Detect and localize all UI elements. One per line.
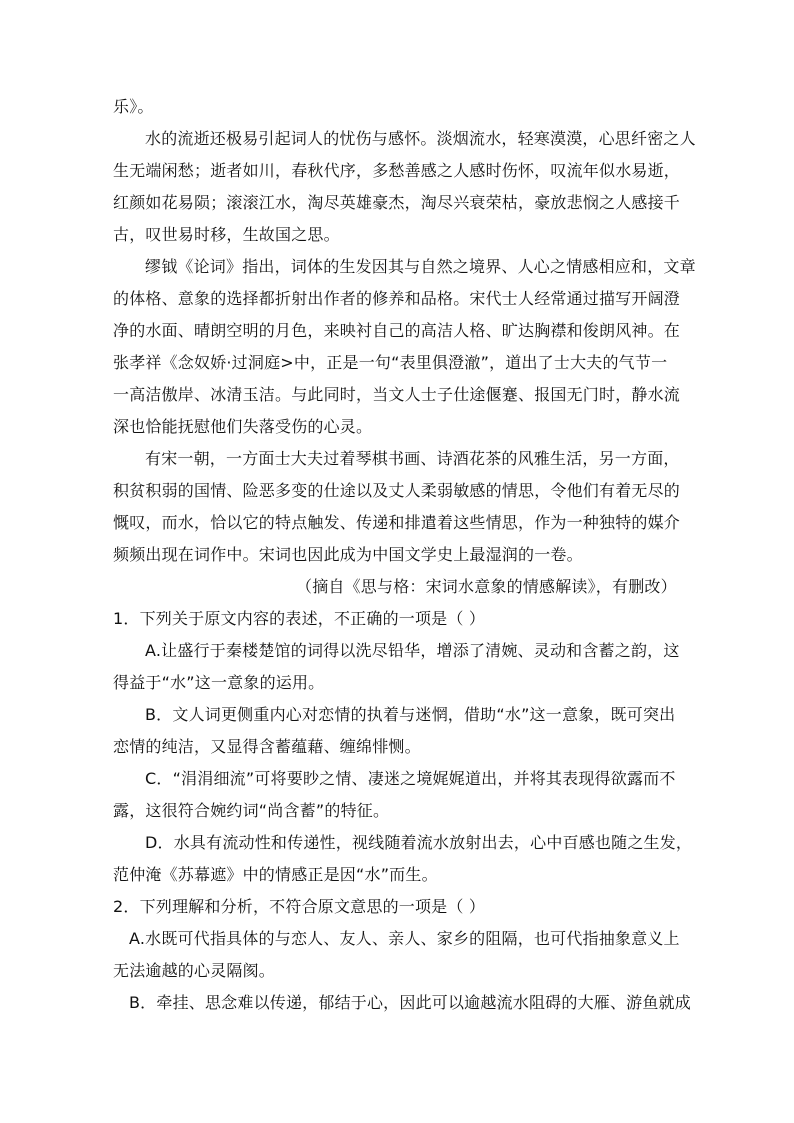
question-1-option-c-cont: 露，这很符合婉约词“尚含蓄”的特征。	[113, 801, 390, 820]
paragraph-line: 有宋一朝，一方面士大夫过着琴棋书画、诗酒花茶的风雅生活，另一方面，	[145, 449, 680, 468]
question-1-option-b: B．文人词更侧重内心对恋情的执着与迷惘，借助“水”这一意象，既可突出	[145, 705, 676, 724]
question-1-option-d-cont: 范仲淹《苏幕遮》中的情感正是因“水”而生。	[113, 865, 438, 884]
question-2-option-a-cont: 无法逾越的心灵隔阂。	[113, 961, 276, 980]
question-1-stem: 1．下列关于原文内容的表述，不正确的一项是（ ）	[113, 609, 486, 628]
question-1-option-d: D．水具有流动性和传递性，视线随着流水放射出去，心中百感也随之生发，	[145, 833, 693, 852]
paragraph-line: 乐》。	[113, 97, 154, 116]
paragraph-line: 生无端闲愁；逝者如川，春秋代序，多愁善感之人感时伤怀，叹流年似水易逝，	[113, 161, 681, 180]
paragraph-line: 净的水面、晴朗空明的月色，来映衬自己的高洁人格、旷达胸襟和俊朗风神。在	[113, 321, 681, 340]
paragraph-line: 水的流逝还极易引起词人的忧伤与感怀。淡烟流水，轻寒漠漠，心思纤密之人	[145, 129, 696, 148]
question-2-stem: 2．下列理解和分析，不符合原文意思的一项是（ ）	[113, 897, 486, 916]
paragraph-line: 红颜如花易陨；滚滚江水，淘尽英雄豪杰，淘尽兴衰荣枯，豪放悲悯之人感接千	[113, 193, 681, 212]
question-1-option-a: A.让盛行于秦楼楚馆的词得以洗尽铅华，增添了清婉、灵动和含蓄之韵，这	[145, 641, 680, 660]
paragraph-line: 频频出现在词作中。宋词也因此成为中国文学史上最湿润的一卷。	[113, 545, 583, 564]
paragraph-line: 的体格、意象的选择都折射出作者的修养和品格。宋代士人经常通过描写开阔澄	[113, 289, 681, 308]
paragraph-line: 缪钺《论词》指出，词体的生发因其与自然之境界、人心之情感相应和，文章	[145, 257, 696, 276]
question-1-option-b-cont: 恋情的纯洁，又显得含蓄蕴藉、缠绵悱恻。	[113, 737, 421, 756]
paragraph-line: 一高洁傲岸、冰清玉洁。与此同时，当文人士子仕途偃蹇、报国无门时，静水流	[113, 385, 681, 404]
paragraph-line: 古，叹世易时移，生故国之思。	[113, 225, 340, 244]
source-citation: （摘自《思与格：宋词水意象的情感解读》，有删改）	[296, 577, 677, 596]
question-1-option-c: C．“涓涓细流”可将要眇之情、凄迷之境娓娓道出，并将其表现得欲露而不	[145, 769, 676, 788]
paragraph-line: 积贫积弱的国情、险恶多变的仕途以及丈人柔弱敏感的情思，令他们有着无尽的	[113, 481, 681, 500]
paragraph-line: 张孝祥《念奴娇·过洞庭>中，正是一句“表里俱澄澈”，道出了士大夫的气节一	[113, 353, 668, 372]
paragraph-line: 慨叹，而水，恰以它的特点触发、传递和排遣着这些情思，作为一种独特的媒介	[113, 513, 681, 532]
paragraph-line: 深也恰能抚慰他们失落受伤的心灵。	[113, 417, 373, 436]
question-2-option-a: A.水既可代指具体的与恋人、友人、亲人、家乡的阻隔，也可代指抽象意义上	[129, 929, 680, 948]
question-1-option-a-cont: 得益于“水”这一意象的运用。	[113, 673, 325, 692]
question-2-option-b: B．牵挂、思念难以传递，郁结于心，因此可以逾越流水阻碍的大雁、游鱼就成	[129, 993, 691, 1012]
